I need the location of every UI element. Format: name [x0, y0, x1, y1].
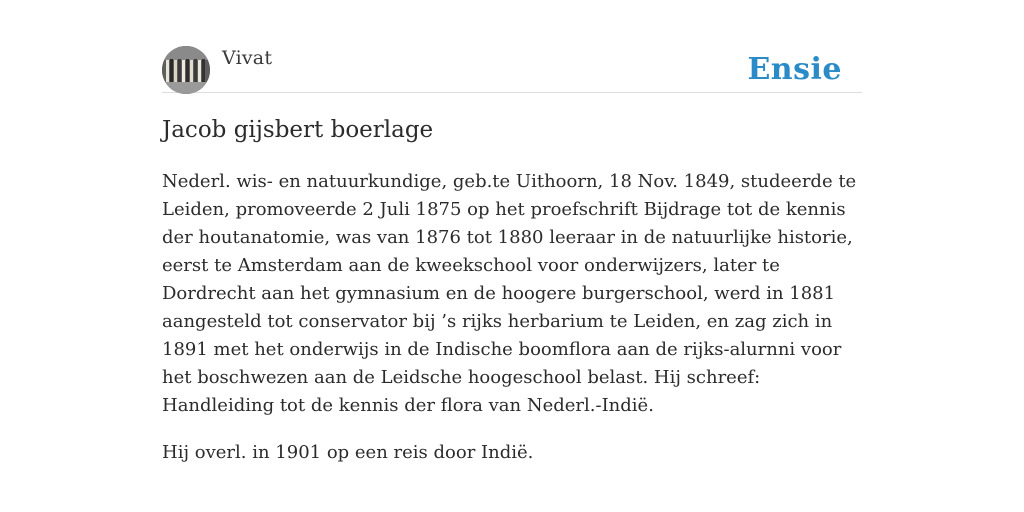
entry-paragraph-1: Nederl. wis- en natuurkundige, geb.te Uithoorn, 18 Nov. 1849, studeerde te Leiden, promoveerde 2 Juli 1875 op het proefschrift Bijdrage tot de kennis der houtanatomie, was van 1876 tot 1880 leeraar in de natuurlijke historie, eerst te Amsterdam aan de kweekschool voor onderwijzers, later te Dordrecht aan het gymnasium en de hoogere burgerschool, werd in 1881 aangesteld tot conservator bij ’s rijks herbarium te Leiden, en zag zich in 1891 met het onderwijs in de Indische boomflora aan de rijks-alurnni voor het boschwezen aan de Leidsche hoogeschool belast. Hij schreef: Handleiding tot de kennis der flora van Nederl.-Indië.: [162, 171, 857, 416]
book-spines-icon: [162, 46, 210, 94]
source-avatar[interactable]: [162, 46, 210, 94]
entry-body: [162, 168, 868, 486]
entry-title: Jacob gijsbert boerlage: [162, 117, 434, 143]
entry-paragraph-2: Hij overl. in 1901 op een reis door Indië.: [162, 442, 534, 463]
ensie-logo[interactable]: Ensie: [747, 52, 842, 87]
source-name-link[interactable]: Vivat: [222, 47, 273, 69]
page-header: [162, 46, 862, 93]
